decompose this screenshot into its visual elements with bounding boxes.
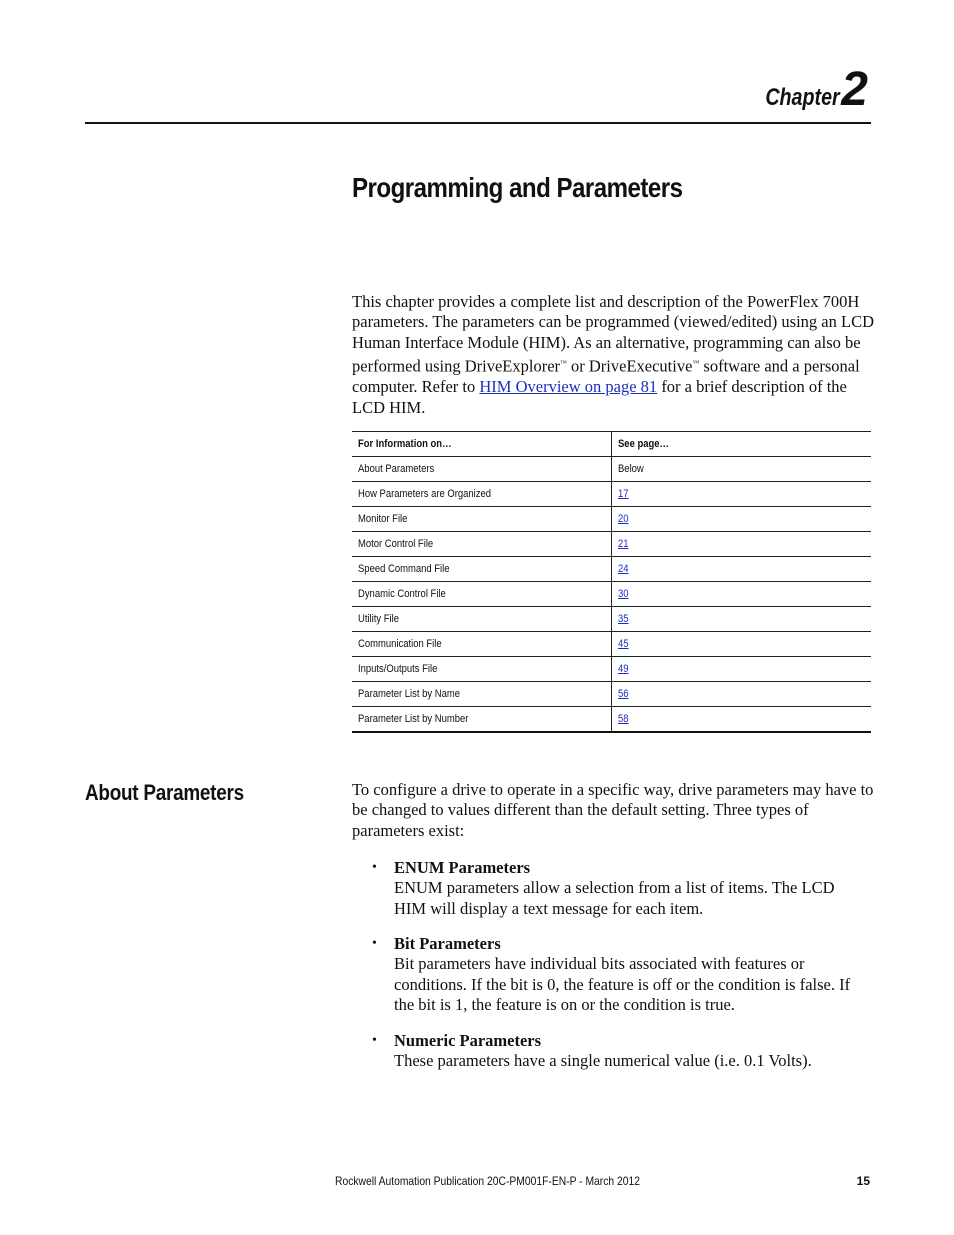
parameter-type-title: Bit Parameters [394,934,501,953]
table-cell-topic: Parameter List by Name [352,682,612,707]
table-cell-page [612,532,872,557]
trademark-symbol: ™ [560,359,567,368]
page-link[interactable]: 45 [618,638,629,650]
table-row [352,607,871,632]
page-link[interactable]: 49 [618,663,629,675]
parameter-type-bit [372,934,870,1016]
table-cell-topic: About Parameters [352,457,612,482]
table-row [352,657,871,682]
table-cell-page [612,657,872,682]
table-row [352,457,871,482]
page-link[interactable]: 24 [618,563,629,575]
intro-text-end: for a brief description of the LCD HIM. [352,377,847,417]
table-row [352,557,871,582]
page-title: Programming and Parameters [352,172,683,203]
table-cell-page [612,507,872,532]
table-cell-topic: Parameter List by Number [352,707,612,733]
table-cell-page [612,482,872,507]
table-body [352,457,871,733]
parameter-type-description: ENUM parameters allow a selection from a list of items. The LCD HIM will display a text message for each item. [394,878,835,918]
parameter-type-title: ENUM Parameters [394,858,531,877]
table-cell-page [612,707,872,733]
table-row [352,632,871,657]
header-topic: For Information on… [352,432,612,457]
chapter-rule [85,122,871,124]
table-header-row [352,432,871,457]
bullet: • [372,860,377,875]
intro-text-middle: software and a personal computer. Refer to [352,356,860,397]
table-row [352,707,871,733]
table-cell-topic: Utility File [352,607,612,632]
table-cell-topic: Communication File [352,632,612,657]
table-cell-page [612,632,872,657]
chapter-heading [749,62,868,117]
page-link[interactable]: 35 [618,613,629,625]
page-link[interactable]: 58 [618,713,629,725]
information-table [352,431,871,733]
table-cell-page [612,607,872,632]
about-intro-paragraph: To configure a drive to operate in a specific way, drive parameters may have to be changed to values different than the default setting. Three types of parameters exist: [352,780,874,840]
bullet: • [372,1033,377,1048]
table-cell-topic: Monitor File [352,507,612,532]
table-cell-page [612,557,872,582]
parameter-type-numeric [372,1031,870,1072]
header-page: See page… [612,432,872,457]
chapter-word: Chapter [764,84,840,111]
page-link[interactable]: 30 [618,588,629,600]
footer-page-number: 15 [856,1174,870,1188]
table-row [352,532,871,557]
table-cell-page: Below [612,457,872,482]
page-link[interactable]: 17 [618,488,629,500]
intro-paragraph [352,292,874,418]
table-row [352,682,871,707]
him-overview-link[interactable]: HIM Overview on page 81 [479,377,658,397]
parameter-type-description: Bit parameters have individual bits associated with features or conditions. If the bit is 0, the feature is off or the condition is false. If the bit is 1, the feature is on or the condition is true. [394,954,851,1015]
table-cell-page [612,582,872,607]
table-cell-topic: Dynamic Control File [352,582,612,607]
bullet: • [372,936,377,951]
footer-publication: Rockwell Automation Publication 20C-PM001F-EN-P - March 2012 [335,1174,640,1188]
parameter-type-enum [372,858,870,919]
table-row [352,482,871,507]
table-row [352,582,871,607]
table-row [352,507,871,532]
chapter-number: 2 [841,63,868,116]
page-link[interactable]: 21 [618,538,629,550]
page-link[interactable]: 20 [618,513,629,525]
parameter-type-title: Numeric Parameters [394,1031,542,1050]
table-cell-topic: Inputs/Outputs File [352,657,612,682]
page-link[interactable]: 56 [618,688,629,700]
table-cell-page [612,682,872,707]
parameter-type-description: These parameters have a single numerical value (i.e. 0.1 Volts). [394,1051,812,1071]
section-heading-about-parameters: About Parameters [85,780,244,805]
table-cell-topic: Speed Command File [352,557,612,582]
intro-text-or: or DriveExecutive [566,356,693,376]
trademark-symbol: ™ [692,359,700,368]
table-cell-topic: How Parameters are Organized [352,482,612,507]
intro-text-start: This chapter provides a complete list and description of the PowerFlex 700H parameters. The parameters can be programmed (viewed/edited) using an LCD Human Interface Module (HIM). As an alternative, programming can also be performed using DriveExplorer [352,292,874,376]
table-cell-topic: Motor Control File [352,532,612,557]
